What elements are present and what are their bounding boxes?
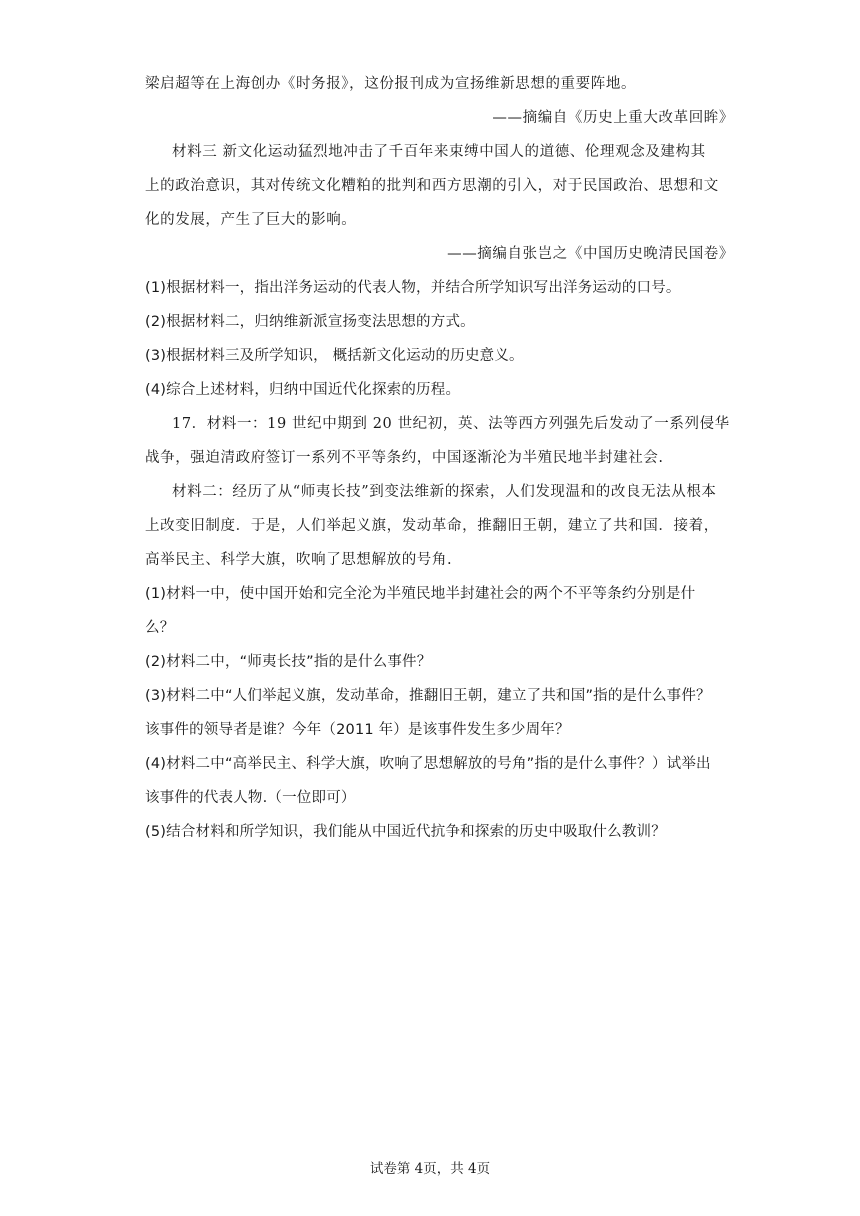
- question-2: (2)根据材料二，归纳维新派宣扬变法思想的方式。: [145, 314, 475, 330]
- q17-question-4-cont: 该事件的代表人物.（一位即可）: [145, 790, 356, 806]
- source-citation: ——摘编自张岂之《中国历史晚清民国卷》: [447, 246, 734, 262]
- source-citation: ——摘编自《历史上重大改革回眸》: [492, 110, 734, 126]
- q17-question-1-cont: 么？: [145, 620, 175, 636]
- q17-material-two-line: 高举民主、科学大旗，吹响了思想解放的号角.: [145, 552, 453, 568]
- page-footer: 试卷第 4页，共 4页: [369, 1161, 491, 1177]
- q17-question-1: (1)材料一中，使中国开始和完全沦为半殖民地半封建社会的两个不平等条约分别是什: [145, 586, 696, 602]
- material-three-line: 上的政治意识，其对传统文化糟粕的批判和西方思潮的引入，对于民国政治、思想和文: [145, 178, 719, 194]
- q17-material-two-line: 材料二：经历了从“师夷长技”到变法维新的探索，人们发现温和的改良无法从根本: [172, 484, 717, 500]
- q17-question-2: (2)材料二中，“师夷长技”指的是什么事件？: [145, 654, 432, 670]
- q17-question-5: (5)结合材料和所学知识，我们能从中国近代抗争和探索的历史中吸取什么教训？: [145, 824, 666, 840]
- text-line: 梁启超等在上海创办《时务报》，这份报刊成为宣扬维新思想的重要阵地。: [145, 76, 637, 92]
- q17-material-one-line: 17．材料一：19 世纪中期到 20 世纪初，英、法等西方列强先后发动了一系列侵华: [172, 416, 730, 432]
- q17-question-3-cont: 该事件的领导者是谁？今年（2011 年）是该事件发生多少周年？: [145, 722, 570, 738]
- q17-question-4: (4)材料二中“高举民主、科学大旗，吹响了思想解放的号角”指的是什么事件？）试举出: [145, 756, 711, 772]
- material-three-line: 材料三 新文化运动猛烈地冲击了千百年来束缚中国人的道德、伦理观念及建构其: [172, 144, 706, 160]
- question-4: (4)综合上述材料，归纳中国近代化探索的历程。: [145, 382, 461, 398]
- question-1: (1)根据材料一，指出洋务运动的代表人物，并结合所学知识写出洋务运动的口号。: [145, 280, 681, 296]
- material-three-line: 化的发展，产生了巨大的影响。: [145, 212, 357, 228]
- question-3: (3)根据材料三及所学知识， 概括新文化运动的历史意义。: [145, 348, 524, 364]
- q17-material-one-line: 战争，强迫清政府签订一系列不平等条约，中国逐渐沦为半殖民地半封建社会.: [145, 450, 664, 466]
- q17-material-two-line: 上改变旧制度．于是，人们举起义旗，发动革命，推翻旧王朝，建立了共和国．接着，: [145, 518, 719, 534]
- q17-question-3: (3)材料二中“人们举起义旗，发动革命，推翻旧王朝，建立了共和国”指的是什么事件？: [145, 688, 711, 704]
